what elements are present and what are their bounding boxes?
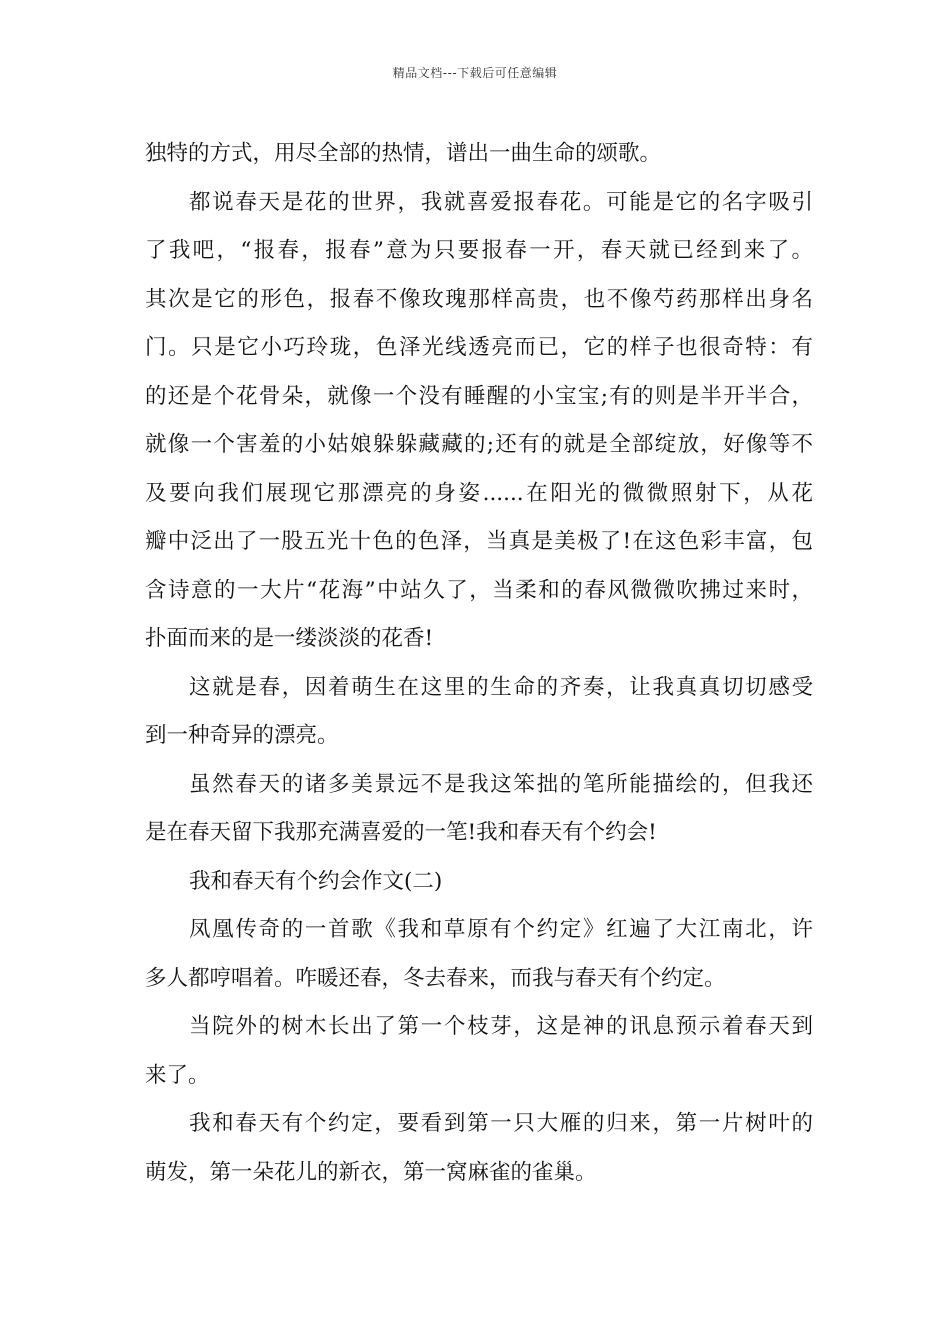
text-line: 及要向我们展现它那漂亮的身姿......在阳光的微微照射下，从花 (145, 480, 813, 506)
text-line: 门。只是它小巧玲珑，色泽光线透亮而已，它的样子也很奇特：有 (145, 335, 813, 360)
text-line: 含诗意的一大片“花海”中站久了，当柔和的春风微微吹拂过来时， (145, 577, 813, 603)
text-line: 的还是个花骨朵，就像一个没有睡醒的小宝宝;有的则是半开半合， (145, 383, 813, 409)
page-header: 精品文档---下载后可任意编辑 (392, 66, 558, 80)
text-line: 萌发，第一朵花儿的新衣，第一窝麻雀的雀巢。 (145, 1159, 597, 1185)
text-line: 了我吧，“报春，报春”意为只要报春一开，春天就已经到来了。 (145, 238, 813, 263)
text-line: 扑面而来的是一缕淡淡的花香! (145, 626, 434, 651)
text-line: 就像一个害羞的小姑娘躲躲藏藏的;还有的就是全部绽放，好像等不 (145, 432, 813, 457)
section-heading: 我和春天有个约会作文(二) (189, 868, 443, 894)
text-line: 我和春天有个约定，要看到第一只大雁的归来，第一片树叶的 (189, 1111, 813, 1136)
text-line: 独特的方式，用尽全部的热情，谱出一曲生命的颂歌。 (145, 141, 662, 166)
text-line: 都说春天是花的世界，我就喜爱报春花。可能是它的名字吸引 (189, 189, 813, 215)
text-line: 来了。 (145, 1062, 210, 1088)
text-line: 瓣中泛出了一股五光十色的色泽，当真是美极了!在这色彩丰富，包 (145, 529, 813, 554)
text-line: 到一种奇异的漂亮。 (145, 723, 339, 748)
text-line: 其次是它的形色，报春不像玫瑰那样高贵，也不像芍药那样出身名 (145, 286, 813, 312)
text-line: 凤凰传奇的一首歌《我和草原有个约定》红遍了大江南北，许 (189, 917, 813, 942)
text-line: 这就是春，因着萌生在这里的生命的齐奏，让我真真切切感受 (189, 674, 813, 700)
text-line: 多人都哼唱着。咋暖还春，冬去春来，而我与春天有个约定。 (145, 965, 726, 991)
document-body (145, 130, 813, 1197)
text-line: 是在春天留下我那充满喜爱的一笔!我和春天有个约会! (145, 820, 657, 845)
text-line: 虽然春天的诸多美景远不是我这笨拙的笔所能描绘的，但我还 (189, 771, 813, 797)
text-line: 当院外的树木长出了第一个枝芽，这是神的讯息预示着春天到 (189, 1014, 813, 1039)
